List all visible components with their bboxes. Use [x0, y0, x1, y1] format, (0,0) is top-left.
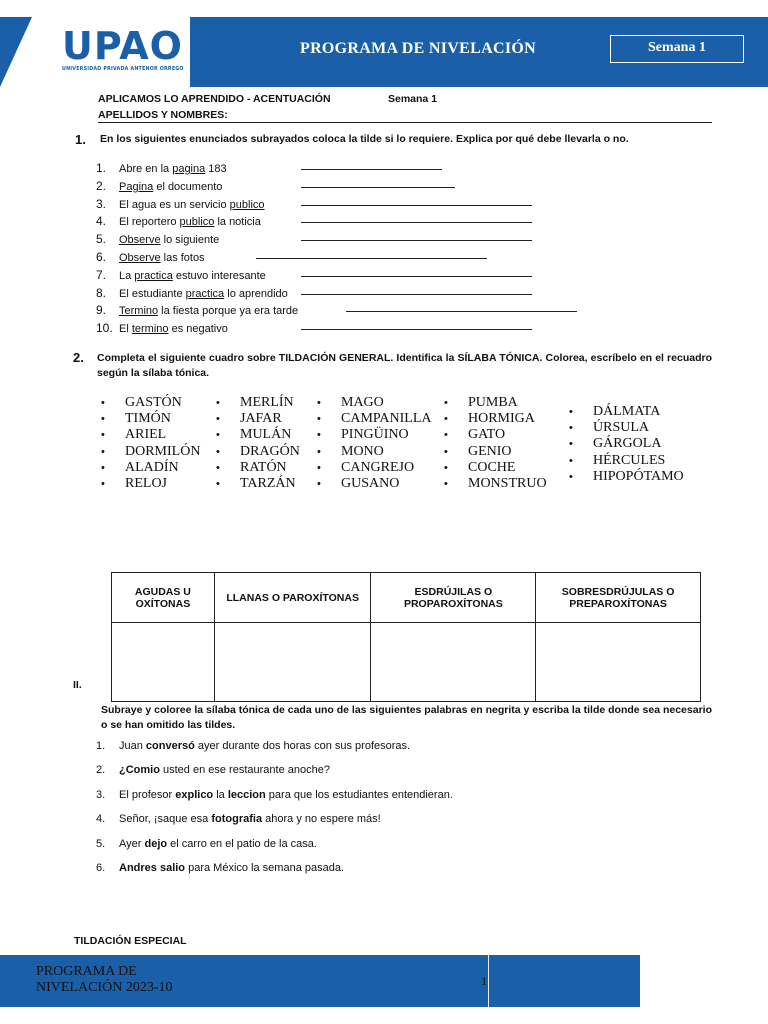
answer-cell-agudas[interactable]	[112, 623, 215, 702]
answer-cell-llanas[interactable]	[214, 623, 371, 702]
q1-underlined-word: publico	[229, 198, 265, 211]
word-item: • HORMIGA	[444, 411, 547, 427]
q1-answer-line[interactable]	[301, 169, 442, 170]
answer-cell-sobresdrujulas[interactable]	[536, 623, 701, 702]
q1-answer-line[interactable]	[301, 187, 455, 188]
word-item: • COCHE	[444, 460, 547, 476]
footer-divider	[488, 955, 489, 1007]
q1-item-post: lo aprendido	[224, 287, 288, 300]
q3-item-number: 2.	[96, 764, 106, 777]
q1-instruction: En los siguientes enunciados subrayados coloca la tilde si lo requiere. Explica por qué debe llevarla o no.	[100, 133, 629, 145]
q3-text: el carro en el patio de la casa.	[167, 837, 317, 850]
word-item: • GÁRGOLA	[569, 436, 684, 452]
word-column	[317, 395, 432, 492]
word-item: • HIPOPÓTAMO	[569, 469, 684, 485]
q1-item	[96, 193, 265, 212]
q1-item-pre: El agua es un servicio	[119, 198, 230, 211]
names-line[interactable]	[98, 122, 712, 123]
q1-item-number: 7.	[96, 267, 107, 282]
q3-item	[96, 838, 317, 850]
q1-item-post: la fiesta porque ya era tarde	[158, 305, 299, 318]
q1-item-post: las fotos	[160, 252, 205, 264]
q3-item-number: 6.	[96, 862, 106, 874]
upao-logo	[62, 26, 202, 80]
q1-item-text	[119, 323, 228, 335]
q3-text: ahora y no espere más!	[262, 813, 381, 826]
q1-item-pre: El estudiante	[119, 287, 186, 300]
footer-line-2: NIVELACIÓN 2023-10	[36, 980, 173, 995]
word-item: • MONO	[317, 444, 432, 460]
q1-answer-line[interactable]	[301, 240, 532, 241]
q1-item-post: es negativo	[168, 323, 228, 336]
word-item: • GUSANO	[317, 476, 432, 492]
q1-answer-line[interactable]	[256, 258, 487, 259]
q3-bold-word: ¿Comio	[119, 764, 160, 777]
q1-answer-line[interactable]	[346, 311, 577, 312]
q1-item	[96, 210, 261, 229]
page-number: 1	[481, 974, 487, 988]
word-item: • GASTÓN	[101, 395, 200, 411]
logo-text: UPAO	[62, 24, 183, 68]
word-item: • PINGÜINO	[317, 427, 432, 443]
q1-item-pre: El reportero	[119, 216, 180, 229]
q1-item	[96, 157, 227, 176]
word-column	[216, 395, 300, 492]
q3-text: Ayer	[119, 837, 145, 850]
q3-bold-word: Andres salio	[119, 862, 186, 874]
q3-item	[96, 789, 453, 801]
word-item: • MERLÍN	[216, 395, 300, 411]
q3-text: para México la semana pasada.	[185, 862, 345, 874]
q1-item-text	[119, 305, 298, 317]
word-column	[444, 395, 547, 492]
word-item: • GATO	[444, 427, 547, 443]
program-title: PROGRAMA DE NIVELACIÓN	[300, 40, 536, 57]
q1-item-post: 183	[205, 163, 227, 175]
q3-bold-word: explico	[175, 788, 214, 801]
q1-underlined-word: practica	[185, 287, 225, 300]
q1-answer-line[interactable]	[301, 329, 532, 330]
header-corner-accent	[0, 17, 32, 87]
q1-item-text	[119, 216, 261, 228]
q1-item-pre: El	[119, 323, 132, 336]
q1-item-text	[119, 270, 266, 282]
q3-bold-word: dejo	[144, 837, 168, 850]
header-sobresdrujulas: SOBRESDRÚJULAS O PREPAROXÍTONAS	[536, 573, 701, 623]
q1-underlined-word: Observe	[119, 252, 161, 264]
q2-number: 2.	[73, 350, 84, 365]
activity-title: APLICAMOS LO APRENDIDO - ACENTUACIÓN	[98, 93, 331, 105]
word-item: • ÚRSULA	[569, 420, 684, 436]
q3-item-number: 5.	[96, 837, 106, 850]
q3-item-number: 3.	[96, 788, 106, 801]
word-item: • CANGREJO	[317, 460, 432, 476]
q1-item-pre: La	[119, 269, 135, 282]
word-item: • MAGO	[317, 395, 432, 411]
word-item: • PUMBA	[444, 395, 547, 411]
q3-item	[96, 862, 344, 874]
word-item: • CAMPANILLA	[317, 411, 432, 427]
week-box: Semana 1	[610, 35, 744, 63]
q3-item	[96, 764, 330, 776]
section-title: TILDACIÓN ESPECIAL	[74, 935, 187, 947]
q1-item	[96, 246, 205, 265]
q1-item-text	[119, 199, 265, 211]
q1-item-text	[119, 252, 205, 264]
q3-item	[96, 740, 410, 752]
q3-text: usted en ese restaurante anoche?	[159, 764, 330, 777]
q3-instruction: Subraye y coloree la sílaba tónica de cada uno de las siguientes palabras en negrita y escriba la tilde donde sea necesario o se han omitido las tildes.	[101, 704, 712, 731]
footer-program	[36, 964, 172, 996]
q1-underlined-word: Termino	[119, 305, 159, 318]
q3-number: II.	[73, 679, 82, 691]
answer-cell-esdrujulas[interactable]	[371, 623, 536, 702]
q1-item-number: 10.	[96, 321, 113, 336]
word-column	[101, 395, 200, 492]
q1-item-number: 3.	[96, 196, 107, 211]
word-item: • RATÓN	[216, 460, 300, 476]
header-agudas: AGUDAS U OXÍTONAS	[112, 573, 215, 623]
q1-item-text	[119, 288, 288, 300]
q1-item-post: el documento	[153, 180, 223, 193]
q3-bold-word: leccion	[227, 788, 266, 801]
header-esdrujulas: ESDRÚJILAS O PROPAROXÍTONAS	[371, 573, 536, 623]
word-column	[569, 404, 684, 485]
q3-item	[96, 813, 381, 825]
word-item: • HÉRCULES	[569, 453, 684, 469]
q1-item-number: 6.	[96, 250, 107, 264]
q1-underlined-word: pagina	[172, 163, 206, 175]
q1-number: 1.	[75, 132, 86, 147]
q1-underlined-word: publico	[179, 216, 215, 229]
q3-item-number: 1.	[96, 740, 106, 752]
q1-answer-line[interactable]	[301, 276, 532, 277]
q3-text: la	[213, 788, 228, 801]
word-item: • TARZÁN	[216, 476, 300, 492]
q1-item	[96, 317, 228, 336]
q1-underlined-word: Observe	[119, 234, 161, 247]
q3-text: El profesor	[119, 788, 176, 801]
q1-item-post: lo siguiente	[160, 234, 220, 247]
q3-text: ayer durante dos horas con sus profesoras.	[194, 740, 411, 752]
q3-item-number: 4.	[96, 813, 106, 826]
q1-item-number: 8.	[96, 285, 107, 300]
syllable-table	[111, 572, 701, 702]
word-item: • GENIO	[444, 444, 547, 460]
q1-item-text	[119, 163, 227, 175]
q1-item	[96, 264, 266, 283]
q3-bold-word: conversó	[145, 740, 195, 752]
q1-item-number: 5.	[96, 232, 107, 247]
q1-item	[96, 228, 219, 247]
q1-underlined-word: termino	[131, 323, 169, 336]
word-item: • DORMILÓN	[101, 444, 200, 460]
q1-item	[96, 282, 288, 301]
logo-subtitle: UNIVERSIDAD PRIVADA ANTENOR ORREGO	[62, 67, 184, 72]
word-item: • RELOJ	[101, 476, 200, 492]
word-item: • ARIEL	[101, 427, 200, 443]
q3-text: Juan	[119, 740, 146, 752]
word-item: • ALADÍN	[101, 460, 200, 476]
names-label: APELLIDOS Y NOMBRES:	[98, 109, 228, 121]
q1-item-number: 9.	[96, 303, 107, 318]
q1-item-number: 1.	[96, 161, 107, 175]
q1-item-pre: Abre en la	[119, 163, 173, 175]
word-item: • JAFAR	[216, 411, 300, 427]
q1-answer-line[interactable]	[301, 294, 532, 295]
q3-bold-word: fotografia	[211, 813, 263, 826]
word-item: • DÁLMATA	[569, 404, 684, 420]
q1-item-text	[119, 181, 222, 193]
q1-underlined-word: Pagina	[119, 180, 154, 193]
word-item: • MONSTRUO	[444, 476, 547, 492]
footer-line-1: PROGRAMA DE	[36, 964, 137, 979]
word-item: • TIMÓN	[101, 411, 200, 427]
q1-item-post: estuvo interesante	[172, 269, 266, 282]
q1-item-number: 2.	[96, 178, 107, 193]
q1-item-number: 4.	[96, 214, 107, 229]
q2-instruction: Completa el siguiente cuadro sobre TILDACIÓN GENERAL. Identifica la SÍLABA TÓNICA. Colorea, escríbelo en el recuadro según la sílaba tónica.	[97, 352, 712, 379]
word-item: • MULÁN	[216, 427, 300, 443]
word-item: • DRAGÓN	[216, 444, 300, 460]
q1-answer-line[interactable]	[301, 205, 532, 206]
q1-underlined-word: practica	[134, 269, 173, 282]
q1-item	[96, 175, 222, 194]
q1-item	[96, 299, 298, 318]
q3-text: Señor, ¡saque esa	[119, 813, 212, 826]
q3-text: para que los estudiantes entendieran.	[265, 788, 453, 801]
q1-item-text	[119, 234, 219, 246]
activity-week: Semana 1	[388, 93, 438, 105]
header-llanas: LLANAS O PAROXÍTONAS	[214, 573, 371, 623]
q1-item-post: la noticia	[214, 216, 261, 229]
q1-answer-line[interactable]	[301, 222, 532, 223]
